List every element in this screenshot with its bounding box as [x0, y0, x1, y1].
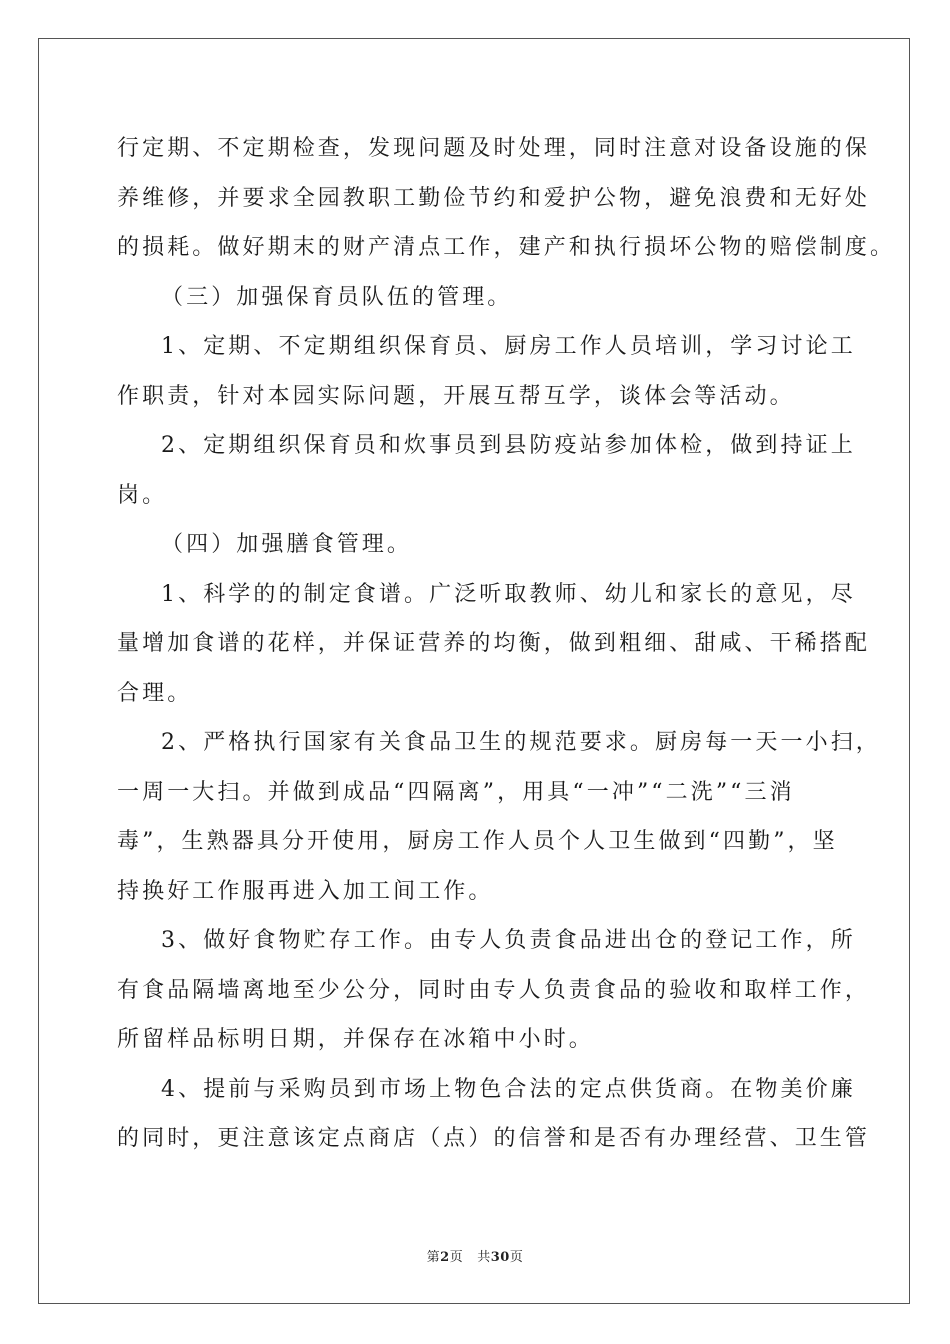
- text-line-12: 合理。: [117, 680, 193, 706]
- text-line-3: 的损耗。做好期末的财产清点工作，建产和执行损坏公物的赔偿制度。: [117, 235, 896, 260]
- text-line-14: 一周一大扫。并做到成品“四隔离”，用具“一冲”“二洗”“三消: [117, 779, 795, 805]
- text-line-21: 的同时，更注意该定点商店（点）的信誉和是否有办理经营、卫生管: [117, 1126, 871, 1151]
- text-line-2: 养维修，并要求全园教职工勤俭节约和爱护公物，避免浪费和无好处: [117, 185, 871, 211]
- text-line-7: 2、定期组织保育员和炊事员到县防疫站参加体检，做到持证上: [161, 433, 856, 458]
- text-line-19: 所留样品标明日期，并保存在冰箱中小时。: [117, 1027, 594, 1052]
- text-line-20: 4、提前与采购员到市场上物色合法的定点供货商。在物美价廉: [161, 1076, 856, 1102]
- text-line-5: 1、定期、不定期组织保育员、厨房工作人员培训，学习讨论工: [161, 334, 856, 359]
- section-heading-4: （四）加强膳食管理。: [161, 532, 413, 557]
- text-line-15: 毒”，生熟器具分开使用，厨房工作人员个人卫生做到“四勤”，坚: [117, 829, 838, 854]
- section-heading-3: （三）加强保育员队伍的管理。: [161, 284, 513, 310]
- text-line-10: 1、科学的的制定食谱。广泛听取教师、幼儿和家长的意见，尽: [161, 581, 856, 607]
- footer-total-prefix: 共: [477, 1250, 491, 1265]
- footer-page-suffix: 页: [449, 1250, 464, 1265]
- document-body: [117, 124, 896, 1164]
- text-line-8: 岗。: [117, 482, 168, 508]
- footer-total-suffix: 页: [509, 1250, 524, 1265]
- footer-page-current: 2: [440, 1250, 450, 1265]
- footer-page-prefix: 第: [426, 1250, 441, 1265]
- text-line-18: 有食品隔墙离地至少公分，同时由专人负责食品的验收和取样工作，: [117, 977, 871, 1003]
- text-line-13: 2、严格执行国家有关食品卫生的规范要求。厨房每一天一小扫，: [161, 730, 881, 755]
- text-line-1: 行定期、不定期检查，发现问题及时处理，同时注意对设备设施的保: [117, 136, 871, 161]
- text-line-11: 量增加食谱的花样，并保证营养的均衡，做到粗细、甜咸、干稀搭配: [117, 631, 871, 656]
- text-line-16: 持换好工作服再进入加工间工作。: [117, 878, 494, 904]
- page-footer: [0, 1246, 950, 1265]
- text-line-6: 作职责，针对本园实际问题，开展互帮互学，谈体会等活动。: [117, 383, 795, 409]
- footer-page-total: 30: [490, 1250, 510, 1265]
- text-line-17: 3、做好食物贮存工作。由专人负责食品进出仓的登记工作，所: [161, 928, 856, 953]
